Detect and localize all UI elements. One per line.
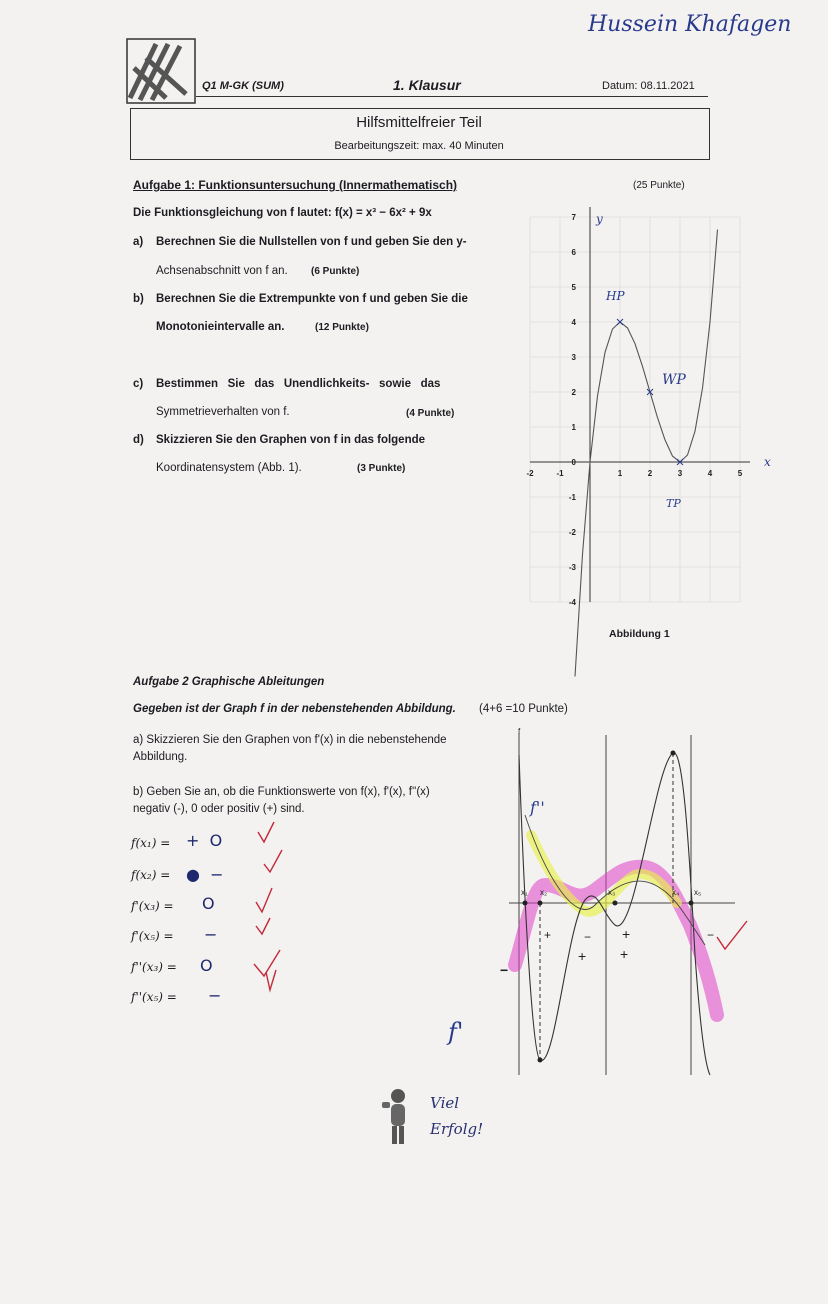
task-a-points: (6 Punkte) [311, 266, 360, 277]
check-mark [256, 918, 270, 934]
task-b-text: Berechnen Sie die Extrempunkte von f und geben Sie die [156, 293, 468, 305]
x-tick-label: -1 [556, 469, 564, 478]
task-a-text: Berechnen Sie die Nullstellen von f und geben Sie den y- [156, 236, 467, 248]
answer-label-2: f(x₂) = [131, 868, 171, 882]
x-tick-label: 5 [737, 469, 743, 478]
fig2-axis-label: f [518, 727, 521, 736]
y-tick-label: 2 [571, 388, 576, 397]
answer-value-2: ● − [186, 865, 224, 884]
point-label-x2: x₂ [540, 888, 548, 897]
y-tick-label: 3 [571, 353, 576, 362]
answer-value-1: + O [186, 831, 223, 850]
task-d-text2: Koordinatensystem (Abb. 1). [156, 462, 302, 474]
check-mark [264, 850, 282, 872]
extremum-min [538, 1058, 543, 1063]
sign-minus-2: − [584, 930, 592, 944]
thumbs-up-figure-icon [380, 1088, 414, 1148]
x-tick-label: 2 [647, 469, 653, 478]
task-a-label: a) [133, 236, 144, 248]
answer-label-5: f''(x₃) = [131, 960, 177, 974]
answer-label-3: f'(x₃) = [131, 899, 174, 913]
answer-value-6: − [208, 986, 222, 1005]
f-prime-handwritten: f' [448, 1018, 464, 1046]
task-b-label: b) [133, 293, 144, 305]
x-tick-label: 1 [617, 469, 623, 478]
aufgabe2-b-text2: negativ (-), 0 oder positiv (+) sind. [133, 803, 305, 815]
sign-plus-1: + [544, 928, 552, 942]
point-x5 [689, 901, 694, 906]
task-a-text2: Achsenabschnitt von f an. [156, 265, 288, 277]
figure-1-axes [530, 207, 750, 602]
hp-label: HP [606, 289, 625, 303]
task-d-label: d) [133, 434, 144, 446]
x-tick-label: -2 [526, 469, 534, 478]
y-tick-label: 5 [571, 283, 576, 292]
answer-label-6: f''(x₅) = [131, 990, 177, 1004]
point-x1 [523, 901, 528, 906]
point-label-x3: x₃ [608, 888, 616, 897]
answer-value-4: − [204, 925, 218, 944]
check-mark [266, 970, 276, 990]
answer-label-1: f(x₁) = [131, 836, 171, 850]
aufgabe2-points: (4+6 =10 Punkte) [479, 703, 568, 715]
task-c-text2: Symmetrieverhalten von f. [156, 406, 290, 418]
red-check-fig2 [717, 921, 747, 949]
aufgabe2-a-text2: Abbildung. [133, 751, 188, 763]
y-tick-label: 4 [571, 318, 576, 327]
y-tick-label: -4 [568, 598, 576, 607]
answer-value-5: O [200, 956, 213, 975]
aufgabe1-points: (25 Punkte) [633, 180, 685, 191]
figure-1-caption: Abbildung 1 [609, 628, 670, 640]
x-tick-label: 4 [707, 469, 713, 478]
point-label-x5: x₅ [694, 888, 702, 897]
y-tick-label: -1 [568, 493, 576, 502]
task-c-points: (4 Punkte) [406, 408, 455, 419]
exam-title: 1. Klausur [393, 77, 461, 93]
aufgabe2-intro: Gegeben ist der Graph f in der nebenstehenden Abbildung. [133, 703, 456, 715]
sign-plus-3: + [578, 948, 587, 964]
y-tick-label: 7 [571, 213, 576, 222]
correction-checks [250, 822, 300, 1002]
good-luck-line2: Erfolg! [430, 1120, 484, 1138]
aufgabe2-b-text: b) Geben Sie an, ob die Funktionswerte von f(x), f'(x), f''(x) [133, 786, 430, 798]
aufgabe1-title: Aufgabe 1: Funktionsuntersuchung (Innermathematisch) [133, 178, 458, 192]
sign-plus-4: + [620, 946, 629, 962]
y-tick-label: 0 [571, 458, 576, 467]
box-title: Hilfsmittelfreier Teil [356, 114, 482, 131]
answer-label-4: f'(x₅) = [131, 929, 174, 943]
y-tick-label: -2 [568, 528, 576, 537]
aufgabe1-intro: Die Funktionsgleichung von f lautet: f(x) = x³ − 6x² + 9x [133, 207, 432, 219]
school-logo [126, 38, 196, 104]
f-curve [575, 230, 718, 677]
check-mark [256, 888, 272, 912]
figure-1-ticks [526, 213, 742, 607]
sign-plus-2: + [622, 926, 631, 942]
wp-label: WP [662, 372, 686, 388]
header-rule [196, 96, 708, 97]
y-tick-label: -3 [568, 563, 576, 572]
point-x3 [613, 901, 618, 906]
check-mark [258, 822, 274, 842]
aufgabe2-title: Aufgabe 2 Graphische Ableitungen [133, 676, 325, 688]
answer-value-3: O [202, 894, 215, 913]
f-second-handwritten: f'' [530, 798, 545, 817]
student-name: Hussein Khafagen [588, 12, 792, 37]
point-label-x1: x₁ [521, 888, 528, 897]
tp-label: TP [666, 497, 681, 510]
task-d-points: (3 Punkte) [357, 463, 406, 474]
x-tick-label: 3 [677, 469, 683, 478]
aufgabe2-a-text: a) Skizzieren Sie den Graphen von f'(x) in die nebenstehende [133, 734, 447, 746]
y-tick-label: 1 [571, 423, 576, 432]
sign-minus-3: − [707, 928, 715, 942]
task-c-text: Bestimmen Sie das Unendlichkeits- sowie das [156, 378, 441, 390]
figure-2-graph [505, 725, 765, 1085]
x-axis-label: x [764, 455, 771, 469]
point-label-x4: x₄ [672, 888, 680, 897]
task-b-text2: Monotonieintervalle an. [156, 321, 285, 333]
exam-date: Datum: 08.11.2021 [602, 80, 695, 92]
sign-minus-1: − [500, 962, 509, 978]
point-x2 [538, 901, 543, 906]
y-tick-label: 6 [571, 248, 576, 257]
task-b-points: (12 Punkte) [315, 322, 369, 333]
y-axis-label: y [596, 212, 603, 226]
task-c-label: c) [133, 378, 144, 390]
figure-1-chart [510, 200, 780, 630]
extremum-max [671, 751, 676, 756]
f-second-highlight-yellow [531, 835, 680, 912]
task-d-text: Skizzieren Sie den Graphen von f in das folgende [156, 434, 426, 446]
figure-1-grid [530, 217, 740, 602]
good-luck-line1: Viel [430, 1094, 460, 1112]
box-subtitle: Bearbeitungszeit: max. 40 Minuten [334, 140, 504, 152]
course-label: Q1 M-GK (SUM) [202, 80, 284, 92]
